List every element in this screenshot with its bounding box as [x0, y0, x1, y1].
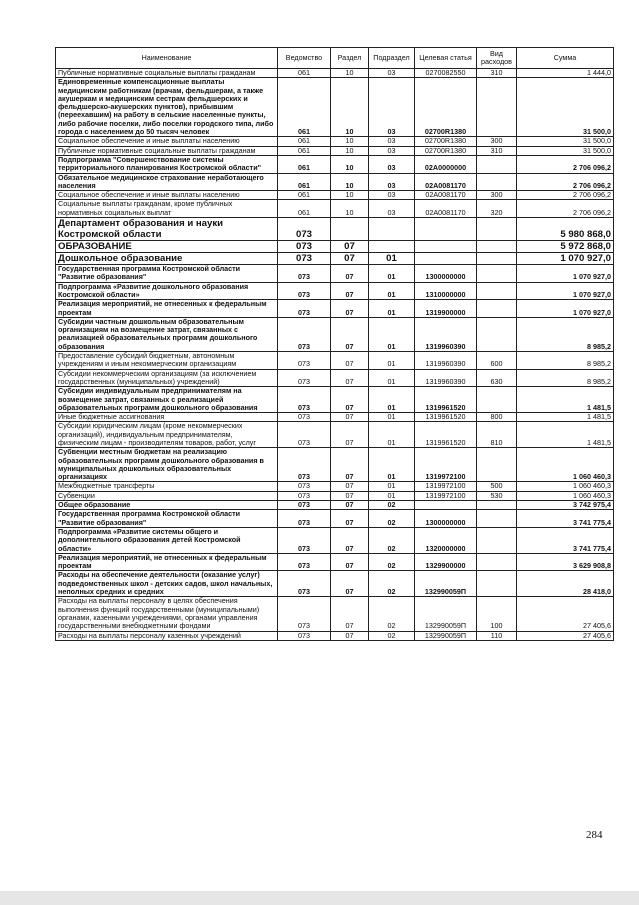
cell-razdel: 07 — [331, 448, 369, 482]
cell-podrazdel: 01 — [369, 448, 415, 482]
cell-podrazdel: 01 — [369, 422, 415, 448]
cell-podrazdel: 01 — [369, 282, 415, 300]
cell-name: Субсидии некоммерческим организациям (за исключением государственных (муниципальных) учреждений) — [56, 369, 278, 387]
cell-celevaya: 1310000000 — [415, 282, 477, 300]
cell-ved: 061 — [278, 200, 331, 218]
cell-vid: 530 — [477, 491, 517, 500]
cell-podrazdel: 03 — [369, 146, 415, 155]
cell-ved: 073 — [278, 631, 331, 640]
cell-celevaya — [415, 253, 477, 265]
cell-ved: 061 — [278, 137, 331, 146]
cell-ved: 061 — [278, 146, 331, 155]
cell-ved: 061 — [278, 155, 331, 173]
table-row — [56, 173, 614, 191]
header-ved: Ведомство — [278, 48, 331, 69]
table-row — [56, 387, 614, 413]
cell-summa: 3 742 975,4 — [517, 501, 614, 510]
cell-summa: 5 980 868,0 — [517, 218, 614, 241]
table-row — [56, 218, 614, 241]
cell-celevaya: 0270082550 — [415, 69, 477, 78]
header-razdel: Раздел — [331, 48, 369, 69]
cell-name: Единовременные компенсационные выплаты медицинским работникам (врачам, фельдшерам, а также акушеркам и медицинским сестрам фельдшерских и фельдшерско-акушерских пунктов), прибывшим (переехавшим) на работу в сельские населенные пункты, либо рабочие поселки, либо поселки городского типа, либо города с населением до 50 тысяч человек — [56, 78, 278, 137]
cell-podrazdel: 03 — [369, 173, 415, 191]
cell-summa: 31 500,0 — [517, 78, 614, 137]
cell-ved: 073 — [278, 282, 331, 300]
cell-ved: 073 — [278, 352, 331, 370]
cell-vid — [477, 300, 517, 318]
table-row — [56, 265, 614, 283]
cell-razdel: 07 — [331, 491, 369, 500]
cell-vid: 800 — [477, 413, 517, 422]
cell-razdel: 07 — [331, 501, 369, 510]
cell-name: Подпрограмма «Развитие системы общего и дополнительного образования детей Костромской области» — [56, 527, 278, 553]
cell-podrazdel: 02 — [369, 571, 415, 597]
cell-celevaya: 1319961520 — [415, 413, 477, 422]
cell-podrazdel: 02 — [369, 501, 415, 510]
cell-celevaya — [415, 218, 477, 241]
cell-razdel: 10 — [331, 146, 369, 155]
table-row — [56, 69, 614, 78]
cell-razdel: 07 — [331, 413, 369, 422]
cell-razdel: 10 — [331, 173, 369, 191]
table-row — [56, 631, 614, 640]
cell-razdel: 07 — [331, 571, 369, 597]
cell-celevaya: 132990059П — [415, 571, 477, 597]
cell-ved: 073 — [278, 218, 331, 241]
cell-summa: 28 418,0 — [517, 571, 614, 597]
cell-summa: 3 741 775,4 — [517, 527, 614, 553]
cell-razdel: 07 — [331, 317, 369, 351]
cell-podrazdel: 03 — [369, 155, 415, 173]
cell-razdel: 07 — [331, 597, 369, 631]
cell-celevaya: 1319961520 — [415, 387, 477, 413]
cell-vid: 310 — [477, 146, 517, 155]
cell-celevaya: 1319900000 — [415, 300, 477, 318]
cell-vid — [477, 501, 517, 510]
cell-name: Публичные нормативные социальные выплаты гражданам — [56, 146, 278, 155]
cell-name: Социальное обеспечение и иные выплаты населению — [56, 191, 278, 200]
cell-podrazdel: 02 — [369, 527, 415, 553]
cell-vid: 100 — [477, 597, 517, 631]
budget-table-sheet — [55, 47, 613, 641]
cell-ved: 073 — [278, 413, 331, 422]
cell-summa: 31 500,0 — [517, 137, 614, 146]
cell-summa: 3 629 908,8 — [517, 553, 614, 571]
cell-name: Государственная программа Костромской области "Развитие образования" — [56, 265, 278, 283]
cell-summa: 1 481,5 — [517, 387, 614, 413]
cell-vid: 630 — [477, 369, 517, 387]
cell-celevaya: 02700R1380 — [415, 137, 477, 146]
table-body — [56, 69, 614, 641]
cell-name: Субсидии индивидуальным предпринимателям на возмещение затрат, связанных с реализацией образовательных программ дошкольного образования — [56, 387, 278, 413]
cell-ved: 073 — [278, 448, 331, 482]
cell-name: Департамент образования и науки Костромской области — [56, 218, 278, 241]
cell-vid — [477, 510, 517, 528]
table-row — [56, 200, 614, 218]
cell-ved: 073 — [278, 597, 331, 631]
cell-summa: 8 985,2 — [517, 352, 614, 370]
cell-summa: 1 060 460,3 — [517, 482, 614, 491]
cell-podrazdel — [369, 218, 415, 241]
cell-summa: 5 972 868,0 — [517, 241, 614, 253]
cell-name: Расходы на выплаты персоналу в целях обеспечения выполнения функций государственными (муниципальными) органами, казенными учреждениями, органами управления государственными внебюджетными фондами — [56, 597, 278, 631]
cell-podrazdel: 02 — [369, 631, 415, 640]
cell-summa: 1 481,5 — [517, 413, 614, 422]
cell-celevaya — [415, 501, 477, 510]
cell-podrazdel: 01 — [369, 300, 415, 318]
cell-podrazdel: 01 — [369, 491, 415, 500]
cell-razdel: 10 — [331, 200, 369, 218]
cell-celevaya — [415, 241, 477, 253]
cell-summa: 3 741 775,4 — [517, 510, 614, 528]
cell-summa: 2 706 096,2 — [517, 200, 614, 218]
header-summa: Сумма — [517, 48, 614, 69]
table-row — [56, 191, 614, 200]
cell-vid: 300 — [477, 191, 517, 200]
budget-table — [55, 47, 614, 641]
cell-ved: 073 — [278, 387, 331, 413]
cell-celevaya: 1319960390 — [415, 352, 477, 370]
cell-podrazdel: 02 — [369, 510, 415, 528]
cell-celevaya: 1320000000 — [415, 527, 477, 553]
table-header-row — [56, 48, 614, 69]
table-row — [56, 369, 614, 387]
cell-podrazdel: 01 — [369, 317, 415, 351]
cell-celevaya: 132990059П — [415, 597, 477, 631]
cell-vid — [477, 78, 517, 137]
table-row — [56, 491, 614, 500]
cell-vid — [477, 387, 517, 413]
cell-celevaya: 1319960390 — [415, 369, 477, 387]
table-row — [56, 571, 614, 597]
cell-podrazdel: 01 — [369, 265, 415, 283]
cell-ved: 073 — [278, 241, 331, 253]
cell-name: Социальное обеспечение и иные выплаты населению — [56, 137, 278, 146]
cell-razdel: 07 — [331, 253, 369, 265]
cell-summa: 1 070 927,0 — [517, 265, 614, 283]
cell-ved: 073 — [278, 553, 331, 571]
cell-razdel: 07 — [331, 422, 369, 448]
cell-ved: 073 — [278, 265, 331, 283]
cell-podrazdel: 01 — [369, 369, 415, 387]
table-row — [56, 155, 614, 173]
cell-podrazdel: 03 — [369, 200, 415, 218]
table-row — [56, 510, 614, 528]
cell-vid — [477, 173, 517, 191]
cell-ved: 073 — [278, 317, 331, 351]
header-name: Наименование — [56, 48, 278, 69]
cell-name: Субвенции — [56, 491, 278, 500]
cell-summa: 1 070 927,0 — [517, 282, 614, 300]
cell-name: Государственная программа Костромской области "Развитие образования" — [56, 510, 278, 528]
cell-razdel: 07 — [331, 387, 369, 413]
cell-name: Реализация мероприятий, не отнесенных к федеральным проектам — [56, 300, 278, 318]
cell-celevaya: 1300000000 — [415, 265, 477, 283]
cell-ved: 061 — [278, 191, 331, 200]
cell-vid: 810 — [477, 422, 517, 448]
table-row — [56, 282, 614, 300]
cell-vid: 110 — [477, 631, 517, 640]
cell-vid — [477, 253, 517, 265]
cell-vid: 500 — [477, 482, 517, 491]
cell-vid: 320 — [477, 200, 517, 218]
cell-podrazdel: 01 — [369, 352, 415, 370]
cell-celevaya: 1329900000 — [415, 553, 477, 571]
cell-ved: 073 — [278, 571, 331, 597]
cell-name: Обязательное медицинское страхование неработающего населения — [56, 173, 278, 191]
table-row — [56, 553, 614, 571]
cell-ved: 061 — [278, 78, 331, 137]
cell-ved: 073 — [278, 501, 331, 510]
table-row — [56, 241, 614, 253]
cell-celevaya: 1319961520 — [415, 422, 477, 448]
cell-podrazdel: 03 — [369, 69, 415, 78]
cell-podrazdel: 03 — [369, 78, 415, 137]
table-row — [56, 422, 614, 448]
cell-podrazdel: 02 — [369, 553, 415, 571]
page-number: 284 — [586, 829, 603, 841]
cell-ved: 073 — [278, 491, 331, 500]
cell-razdel: 07 — [331, 510, 369, 528]
table-row — [56, 137, 614, 146]
cell-celevaya: 1300000000 — [415, 510, 477, 528]
cell-vid — [477, 553, 517, 571]
scan-bottom-edge — [0, 891, 639, 905]
cell-summa: 8 985,2 — [517, 317, 614, 351]
table-row — [56, 482, 614, 491]
cell-ved: 073 — [278, 300, 331, 318]
table-row — [56, 352, 614, 370]
cell-razdel: 10 — [331, 69, 369, 78]
cell-name: Расходы на обеспечение деятельности (оказание услуг) подведомственных школ - детских садов, школ начальных, неполных средних и средних — [56, 571, 278, 597]
cell-summa: 1 060 460,3 — [517, 448, 614, 482]
cell-ved: 073 — [278, 527, 331, 553]
cell-ved: 061 — [278, 173, 331, 191]
cell-razdel: 07 — [331, 282, 369, 300]
cell-razdel: 10 — [331, 78, 369, 137]
cell-razdel: 07 — [331, 482, 369, 491]
cell-vid: 300 — [477, 137, 517, 146]
cell-razdel: 10 — [331, 137, 369, 146]
cell-vid — [477, 282, 517, 300]
cell-summa: 1 070 927,0 — [517, 300, 614, 318]
table-row — [56, 597, 614, 631]
cell-name: Расходы на выплаты персоналу казенных учреждений — [56, 631, 278, 640]
cell-summa: 2 706 096,2 — [517, 173, 614, 191]
cell-podrazdel: 01 — [369, 387, 415, 413]
cell-vid: 310 — [477, 69, 517, 78]
cell-celevaya: 02700R1380 — [415, 146, 477, 155]
table-row — [56, 501, 614, 510]
header-vid: Вид расходов — [477, 48, 517, 69]
cell-razdel: 07 — [331, 265, 369, 283]
header-celevaya: Целевая статья — [415, 48, 477, 69]
cell-summa: 31 500,0 — [517, 146, 614, 155]
cell-name: Подпрограмма «Развитие дошкольного образования Костромской области» — [56, 282, 278, 300]
cell-vid — [477, 265, 517, 283]
table-row — [56, 413, 614, 422]
cell-name: ОБРАЗОВАНИЕ — [56, 241, 278, 253]
cell-celevaya: 02700R1380 — [415, 78, 477, 137]
cell-name: Субвенции местным бюджетам на реализацию образовательных программ дошкольного образования в муниципальных дошкольных образовательных организациях — [56, 448, 278, 482]
cell-podrazdel: 03 — [369, 137, 415, 146]
cell-razdel: 10 — [331, 191, 369, 200]
cell-razdel: 07 — [331, 527, 369, 553]
cell-ved: 073 — [278, 253, 331, 265]
cell-name: Общее образование — [56, 501, 278, 510]
cell-celevaya: 02А0081170 — [415, 191, 477, 200]
cell-razdel: 07 — [331, 631, 369, 640]
cell-summa: 8 985,2 — [517, 369, 614, 387]
cell-razdel: 07 — [331, 553, 369, 571]
cell-ved: 061 — [278, 69, 331, 78]
cell-celevaya: 02А0081170 — [415, 173, 477, 191]
cell-name: Социальные выплаты гражданам, кроме публичных нормативных социальных выплат — [56, 200, 278, 218]
cell-summa: 1 481,5 — [517, 422, 614, 448]
table-row — [56, 300, 614, 318]
cell-vid — [477, 317, 517, 351]
cell-name: Публичные нормативные социальные выплаты гражданам — [56, 69, 278, 78]
cell-celevaya: 02А0000000 — [415, 155, 477, 173]
cell-podrazdel: 02 — [369, 597, 415, 631]
cell-razdel: 07 — [331, 241, 369, 253]
cell-name: Дошкольное образование — [56, 253, 278, 265]
cell-name: Субсидии юридическим лицам (кроме некоммерческих организаций), индивидуальным предпринимателям, физическим лицам - производителям товаров, работ, услуг — [56, 422, 278, 448]
cell-name: Реализация мероприятий, не отнесенных к федеральным проектам — [56, 553, 278, 571]
cell-summa: 27 405,6 — [517, 631, 614, 640]
cell-vid — [477, 218, 517, 241]
cell-podrazdel: 01 — [369, 482, 415, 491]
cell-name: Межбюджетные трансферты — [56, 482, 278, 491]
cell-celevaya: 02А0081170 — [415, 200, 477, 218]
cell-name: Подпрограмма "Совершенствование системы территориального планирования Костромской области" — [56, 155, 278, 173]
cell-name: Иные бюджетные ассигнования — [56, 413, 278, 422]
cell-summa: 2 706 096,2 — [517, 155, 614, 173]
cell-name: Предоставление субсидий бюджетным, автономным учреждениям и иным некоммерческим организациям — [56, 352, 278, 370]
cell-razdel: 07 — [331, 369, 369, 387]
table-row — [56, 253, 614, 265]
cell-vid: 600 — [477, 352, 517, 370]
cell-name: Субсидии частным дошкольным образовательным организациям на возмещение затрат, связанных с реализацией образовательных программ дошкольного образования — [56, 317, 278, 351]
cell-vid — [477, 448, 517, 482]
cell-razdel: 07 — [331, 352, 369, 370]
cell-podrazdel — [369, 241, 415, 253]
cell-podrazdel: 03 — [369, 191, 415, 200]
cell-podrazdel: 01 — [369, 413, 415, 422]
cell-summa: 27 405,6 — [517, 597, 614, 631]
cell-celevaya: 1319972100 — [415, 491, 477, 500]
cell-summa: 1 444,0 — [517, 69, 614, 78]
cell-summa: 1 060 460,3 — [517, 491, 614, 500]
cell-podrazdel: 01 — [369, 253, 415, 265]
cell-ved: 073 — [278, 369, 331, 387]
cell-celevaya: 1319972100 — [415, 482, 477, 491]
cell-ved: 073 — [278, 510, 331, 528]
cell-ved: 073 — [278, 482, 331, 491]
cell-vid — [477, 155, 517, 173]
cell-summa: 1 070 927,0 — [517, 253, 614, 265]
cell-ved: 073 — [278, 422, 331, 448]
cell-vid — [477, 527, 517, 553]
table-row — [56, 317, 614, 351]
cell-celevaya: 1319960390 — [415, 317, 477, 351]
cell-vid — [477, 571, 517, 597]
cell-razdel: 07 — [331, 300, 369, 318]
cell-razdel: 10 — [331, 155, 369, 173]
cell-summa: 2 706 096,2 — [517, 191, 614, 200]
table-row — [56, 448, 614, 482]
table-row — [56, 146, 614, 155]
table-row — [56, 78, 614, 137]
header-podrazdel: Подраздел — [369, 48, 415, 69]
table-row — [56, 527, 614, 553]
cell-celevaya: 132990059П — [415, 631, 477, 640]
cell-celevaya: 1319972100 — [415, 448, 477, 482]
cell-razdel — [331, 218, 369, 241]
cell-vid — [477, 241, 517, 253]
